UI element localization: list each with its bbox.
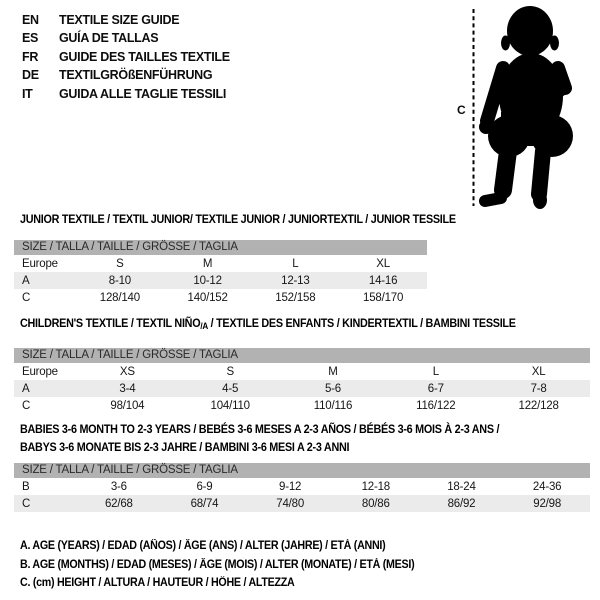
baby-figure-graphic	[455, 4, 590, 214]
size-value: 24-36	[532, 480, 562, 493]
table-title-line: JUNIOR TEXTILE / TEXTIL JUNIOR/ TEXTILE JUNIOR / JUNIORTEXTIL / JUNIOR TESSILE	[20, 212, 456, 226]
height-measure-label: C	[457, 103, 466, 117]
size-header-row	[14, 240, 427, 255]
size-value: S	[226, 365, 234, 378]
size-table-section-junior	[14, 212, 456, 306]
size-value: 86/92	[447, 497, 476, 510]
table-title-children	[20, 316, 533, 333]
size-value: 14-16	[368, 274, 398, 287]
table-title-line: BABYS 3-6 MONATE BIS 2-3 JAHRE / BAMBINI 3-6 MESI A 2-3 ANNI	[20, 439, 350, 454]
size-table-babies	[14, 463, 590, 512]
language-label: GUIDE DES TAILLES TEXTILE	[59, 49, 230, 64]
table-row-a	[14, 272, 427, 289]
size-header-row	[14, 463, 590, 478]
size-value: M	[202, 257, 213, 270]
size-table-junior	[14, 240, 427, 306]
size-value: 122/128	[518, 399, 559, 412]
table-row-b	[14, 478, 590, 495]
baby-silhouette	[479, 6, 573, 209]
row-label: Europe	[22, 257, 58, 270]
size-table-section-babies	[14, 421, 590, 512]
table-row-c	[14, 495, 590, 512]
size-table-children	[14, 348, 590, 414]
size-value: 12-13	[281, 274, 310, 287]
size-value: 3-4	[119, 382, 136, 395]
size-value: 9-12	[279, 480, 302, 493]
size-value: 4-5	[222, 382, 239, 395]
row-label: A	[22, 274, 30, 287]
size-value: 12-18	[361, 480, 390, 493]
table-title-line: CHILDREN'S TEXTILE / TEXTIL $NIÑO_{/A}$ / TEXTILE DES ENFANTS / KINDERTEXTIL / BAMBINI TESSILE	[20, 316, 516, 331]
size-value: 128/140	[99, 291, 140, 304]
table-row-europe	[14, 363, 590, 380]
table-title-line: BABIES 3-6 MONTH TO 2-3 YEARS / BEBÉS 3-6 MESES A 2-3 AÑOS / BÉBÉS 3-6 MOIS À 2-3 ANS /	[20, 422, 500, 436]
language-row-es	[22, 29, 230, 47]
row-label: C	[22, 291, 31, 304]
table-row-c	[14, 397, 590, 414]
size-value: 68/74	[190, 497, 219, 510]
size-value: 8-10	[108, 274, 131, 287]
language-label: TEXTILGRÖßENFÜHRUNG	[59, 68, 213, 83]
language-code: FR	[22, 49, 39, 64]
row-label: C	[22, 497, 31, 510]
size-value: 5-6	[324, 382, 341, 395]
table-title-junior	[20, 212, 456, 226]
size-value: 6-9	[196, 480, 213, 493]
size-header-label: SIZE / TALLA / TAILLE / GRÖSSE / TAGLIA	[14, 240, 427, 255]
size-value: XL	[531, 365, 546, 378]
size-value: L	[432, 365, 439, 378]
size-value: XS	[119, 365, 135, 378]
language-row-fr	[22, 48, 230, 66]
size-value: 10-12	[193, 274, 222, 287]
language-code: IT	[22, 86, 33, 101]
footnotes	[20, 537, 444, 593]
language-row-en	[22, 11, 230, 29]
size-value: 140/152	[187, 291, 228, 304]
size-value: 74/80	[276, 497, 305, 510]
footnote-a: A. AGE (YEARS) / EDAD (AÑOS) / ÂGE (ANS) / ALTER (JAHRE) / ETÀ (ANNI)	[20, 540, 386, 552]
row-label: C	[22, 399, 31, 412]
size-value: XL	[376, 257, 390, 270]
table-title-babies	[20, 421, 533, 456]
size-value: 80/86	[361, 497, 390, 510]
size-header-row	[14, 348, 590, 363]
size-value: 110/116	[313, 399, 353, 412]
size-value: 158/170	[363, 291, 404, 304]
language-code: DE	[22, 68, 39, 83]
language-label: TEXTILE SIZE GUIDE	[59, 13, 180, 27]
size-value: 152/158	[275, 291, 316, 304]
size-header-label: SIZE / TALLA / TAILLE / GRÖSSE / TAGLIA	[14, 463, 590, 478]
size-value: 6-7	[427, 382, 444, 395]
size-value: 104/110	[210, 399, 250, 412]
table-row-c	[14, 289, 427, 306]
footnote-b: B. AGE (MONTHS) / EDAD (MESES) / ÂGE (MOIS) / ALTER (MONATE) / ETÀ (MESI)	[20, 558, 415, 571]
language-label: GUÍA DE TALLAS	[59, 31, 159, 46]
size-value: 98/104	[110, 399, 145, 412]
size-value: 92/98	[533, 497, 562, 510]
size-value: 3-6	[110, 480, 127, 493]
size-value: 62/68	[104, 497, 133, 510]
size-value: 7-8	[530, 382, 547, 395]
table-row-europe	[14, 255, 427, 272]
size-value: M	[328, 365, 338, 378]
language-label: GUIDA ALLE TAGLIE TESSILI	[59, 86, 227, 101]
size-value: L	[292, 257, 299, 270]
size-value: 18-24	[447, 480, 476, 493]
row-label: A	[22, 382, 30, 395]
row-label: Europe	[22, 365, 58, 378]
language-list	[22, 11, 230, 103]
language-row-de	[22, 66, 230, 84]
language-code: EN	[22, 13, 39, 27]
size-header-label: SIZE / TALLA / TAILLE / GRÖSSE / TAGLIA	[14, 348, 590, 363]
row-label: B	[22, 480, 30, 493]
table-row-a	[14, 380, 590, 397]
language-row-it	[22, 85, 230, 103]
size-table-section-children	[14, 316, 590, 414]
size-value: 116/122	[416, 399, 456, 412]
size-value: S	[116, 257, 124, 270]
language-code: ES	[22, 31, 39, 46]
footnote-c: C. (cm) HEIGHT / ALTURA / HAUTEUR / HÖHE / ALTEZZA	[20, 577, 295, 589]
